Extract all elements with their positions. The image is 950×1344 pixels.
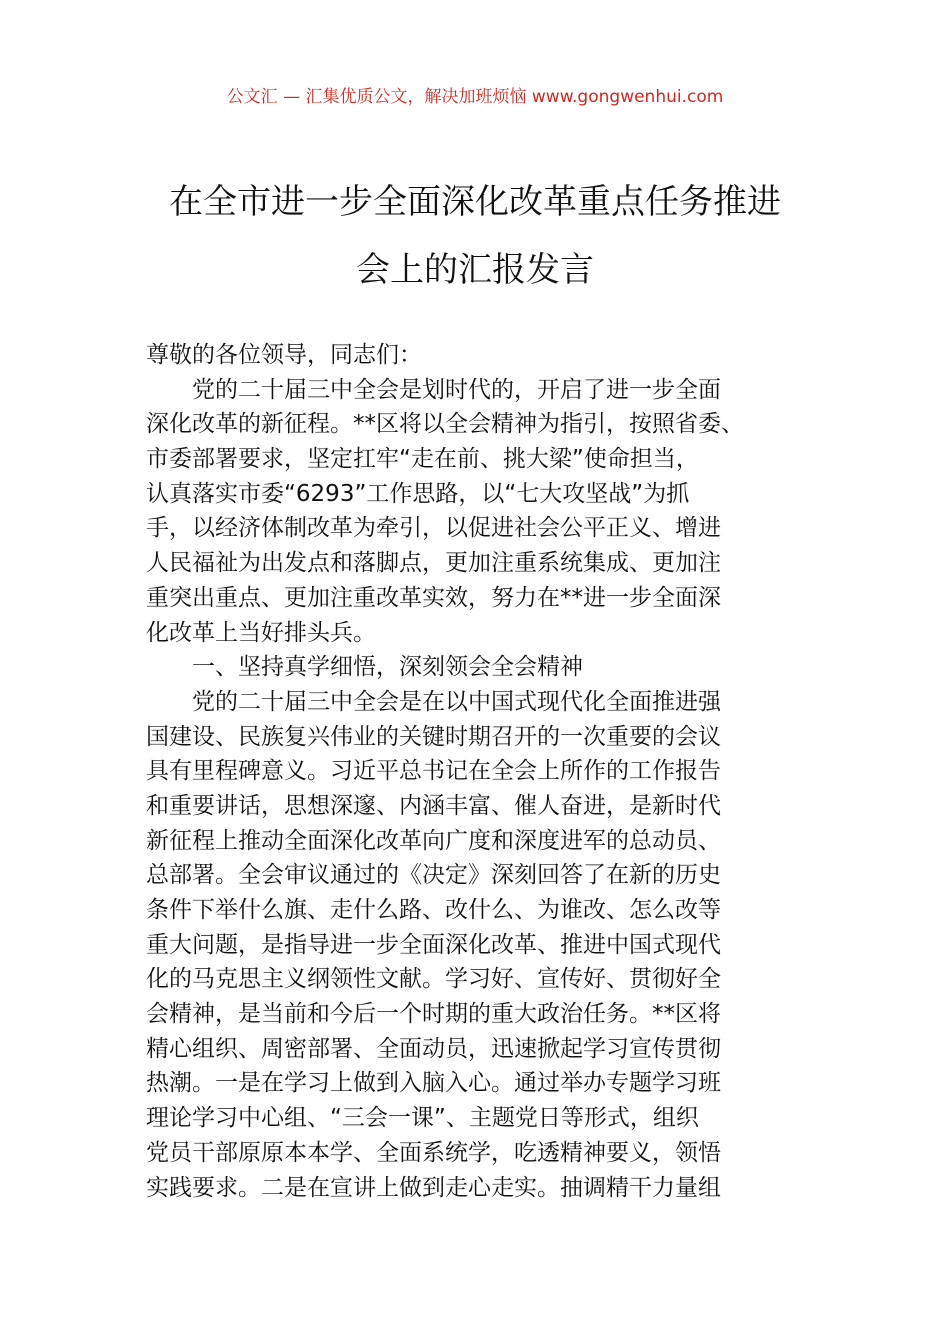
paragraph-line: 认真落实市委“6293”工作思路，以“七大攻坚战”为抓 xyxy=(146,480,690,507)
paragraph-line: 党员干部原原本本学、全面系统学，吃透精神要义，领悟 xyxy=(146,1139,721,1166)
document-body xyxy=(146,338,814,1205)
paragraph-line: 化改革上当好排头兵。 xyxy=(146,619,376,646)
paragraph-line: 国建设、民族复兴伟业的关键时期召开的一次重要的会议 xyxy=(146,723,721,750)
paragraph-line: 精心组织、周密部署、全面动员，迅速掀起学习宣传贯彻 xyxy=(146,1035,721,1062)
paragraph-line: 人民福祉为出发点和落脚点，更加注重系统集成、更加注 xyxy=(146,550,721,577)
paragraph-line: 新征程上推动全面深化改革向广度和深度进军的总动员、 xyxy=(146,827,721,854)
paragraph-line: 实践要求。二是在宣讲上做到走心走实。抽调精干力量组 xyxy=(146,1174,721,1201)
site-banner: 公文汇 — 汇集优质公文，解决加班烦恼 www.gongwenhui.com xyxy=(226,87,724,107)
document-title-line-1: 在全市进一步全面深化改革重点任务推进 xyxy=(169,182,781,222)
paragraph-line: 和重要讲话，思想深邃、内涵丰富、催人奋进，是新时代 xyxy=(146,792,721,819)
paragraph-line: 具有里程碑意义。习近平总书记在全会上所作的工作报告 xyxy=(146,758,721,785)
paragraph-line: 重大问题，是指导进一步全面深化改革、推进中国式现代 xyxy=(146,931,721,958)
paragraph-line: 总部署。全会审议通过的《决定》深刻回答了在新的历史 xyxy=(146,862,721,889)
section-heading: 一、坚持真学细悟，深刻领会全会精神 xyxy=(192,654,583,681)
paragraph-line: 理论学习中心组、“三会一课”、主题党日等形式，组织 xyxy=(146,1105,699,1132)
paragraph-line: 热潮。一是在学习上做到入脑入心。通过举办专题学习班 xyxy=(146,1070,721,1097)
paragraph-line: 党的二十届三中全会是在以中国式现代化全面推进强 xyxy=(192,688,721,715)
paragraph-line: 化的马克思主义纲领性文献。学习好、宣传好、贯彻好全 xyxy=(146,966,721,993)
paragraph-line: 会精神，是当前和今后一个时期的重大政治任务。**区将 xyxy=(146,1001,721,1028)
paragraph-line: 条件下举什么旗、走什么路、改什么、为谁改、怎么改等 xyxy=(146,897,721,923)
paragraph-line: 深化改革的新征程。**区将以全会精神为指引，按照省委、 xyxy=(146,411,744,438)
paragraph-line: 党的二十届三中全会是划时代的，开启了进一步全面 xyxy=(192,376,721,403)
paragraph-line: 市委部署要求，坚定扛牢“走在前、挑大梁”使命担当， xyxy=(146,446,699,473)
paragraph-line: 手，以经济体制改革为牵引，以促进社会公平正义、增进 xyxy=(146,515,721,542)
document-title-line-2: 会上的汇报发言 xyxy=(356,250,594,290)
salutation: 尊敬的各位领导，同志们： xyxy=(146,342,422,368)
paragraph-line: 重突出重点、更加注重改革实效，努力在**进一步全面深 xyxy=(146,584,721,611)
